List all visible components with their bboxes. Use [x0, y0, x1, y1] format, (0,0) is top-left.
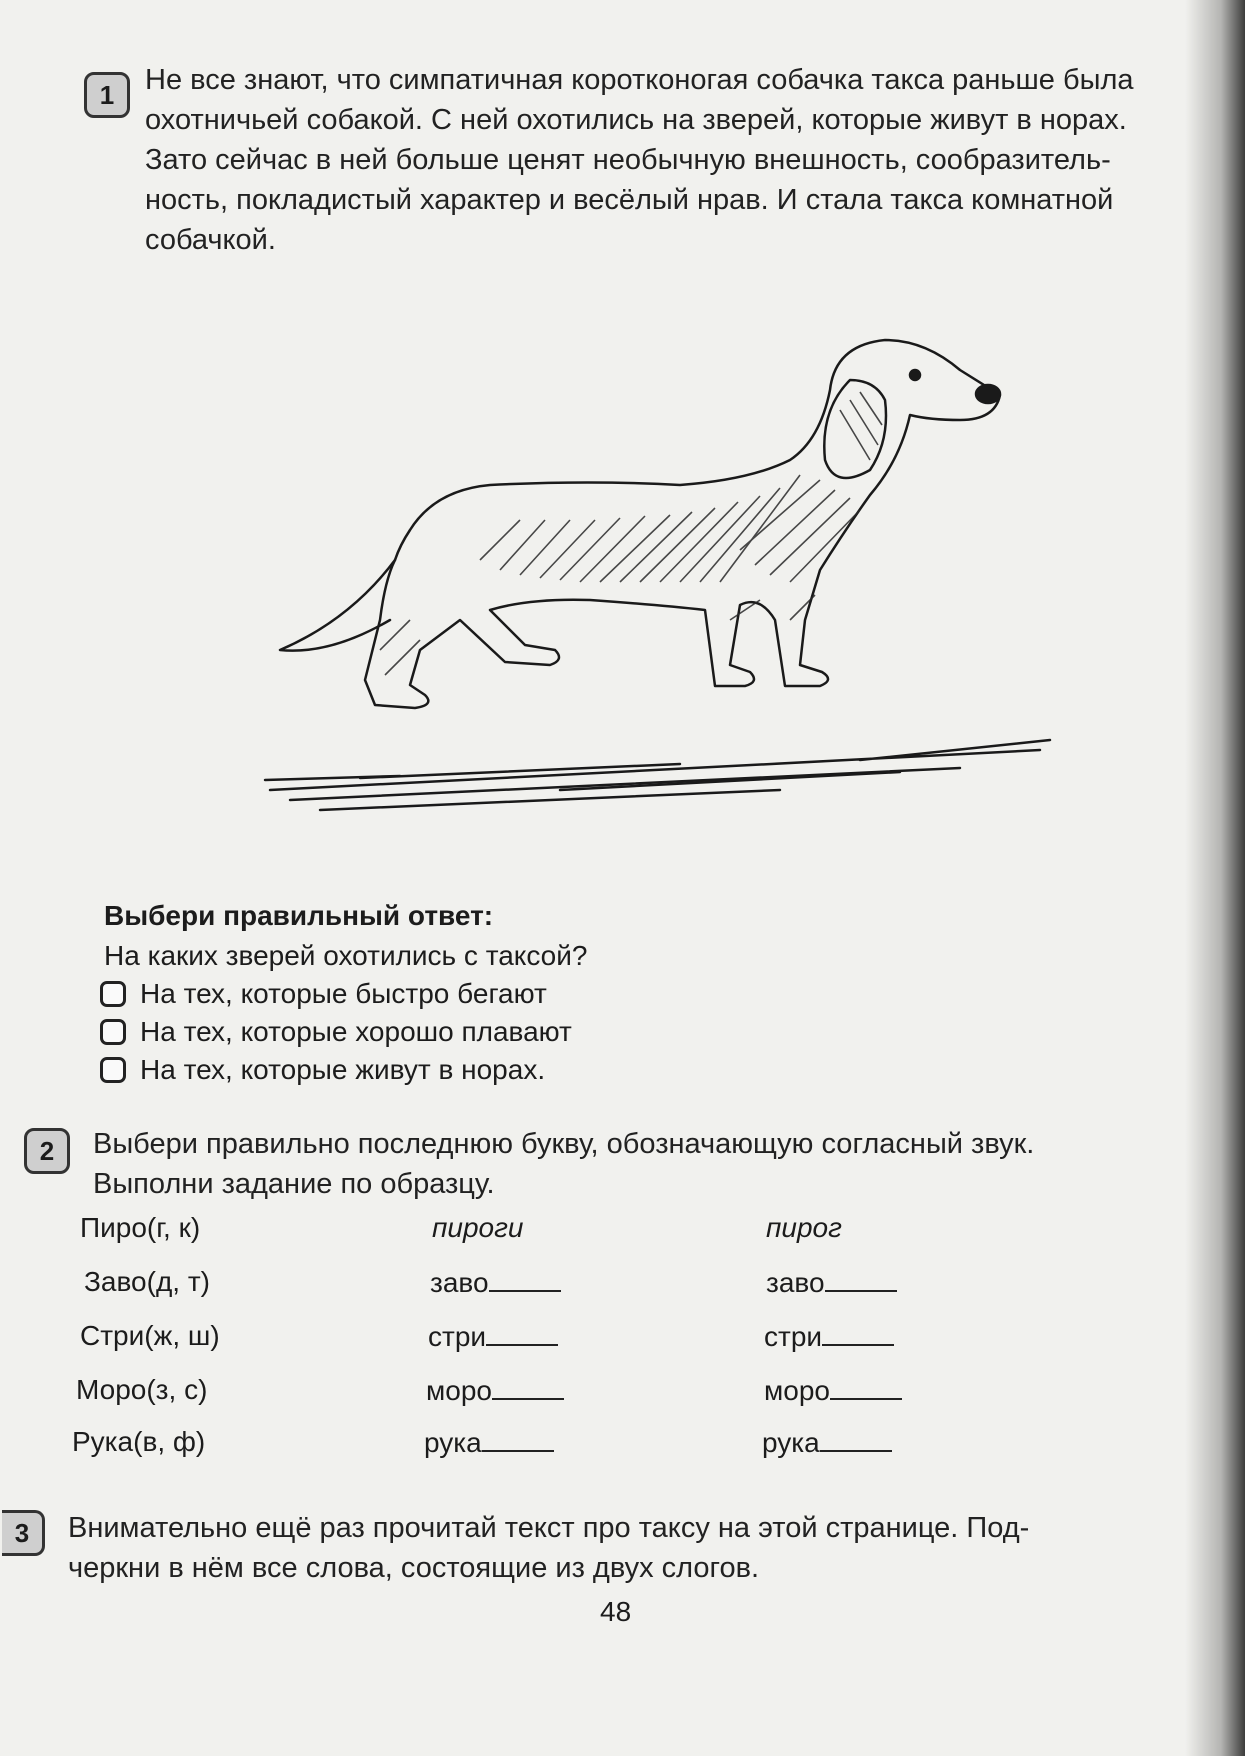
- answer-blank[interactable]: [492, 1374, 564, 1400]
- example-singular: пирог: [766, 1212, 842, 1243]
- option-label: На тех, которые живут в норах.: [140, 1054, 546, 1085]
- page-number: 48: [600, 1596, 632, 1627]
- task-3-line: черкни в нём все слова, состоящие из двух слогов.: [68, 1552, 760, 1584]
- exercise-row: [0, 1266, 1245, 1316]
- exercise-row: [0, 1426, 1245, 1476]
- singular-stem: стри: [764, 1321, 823, 1352]
- singular-stem: моро: [764, 1375, 830, 1406]
- task-3-line: Внимательно ещё раз прочитай текст про таксу на этой странице. Под-: [68, 1512, 1030, 1544]
- task-1-line: собачкой.: [145, 224, 276, 256]
- task-3-text: [68, 1508, 1029, 1588]
- answer-heading: Выбери правильный ответ:: [104, 900, 494, 931]
- answer-blank[interactable]: [825, 1266, 897, 1292]
- question-text: На каких зверей охотились с таксой?: [104, 940, 588, 971]
- word-stem: Моро(з, с): [76, 1374, 208, 1405]
- task-3-number: 3: [2, 1510, 45, 1556]
- answer-blank[interactable]: [482, 1426, 554, 1452]
- task-1-text: [145, 60, 1134, 260]
- answer-blank[interactable]: [822, 1320, 894, 1346]
- plural-stem: заво: [430, 1267, 489, 1298]
- plural-answer[interactable]: [426, 1374, 564, 1407]
- plural-answer[interactable]: [430, 1266, 561, 1299]
- answer-blank[interactable]: [820, 1426, 892, 1452]
- singular-answer[interactable]: [762, 1426, 892, 1459]
- task-1-line: охотничьей собакой. С ней охотились на зверей, которые живут в норах.: [145, 104, 1127, 136]
- singular-stem: рука: [762, 1427, 820, 1458]
- task-2-line: Выбери правильно последнюю букву, обозначающую согласный звук.: [93, 1128, 1035, 1160]
- checkbox[interactable]: [100, 981, 126, 1007]
- dachshund-drawing-icon: [260, 320, 1060, 820]
- option-label: На тех, которые хорошо плавают: [140, 1016, 572, 1047]
- word-stem: Стри(ж, ш): [80, 1320, 220, 1351]
- plural-answer[interactable]: [428, 1320, 558, 1353]
- answer-blank[interactable]: [486, 1320, 558, 1346]
- answer-option[interactable]: [100, 1016, 572, 1048]
- answer-option[interactable]: [100, 978, 547, 1010]
- answer-option[interactable]: [100, 1054, 545, 1086]
- page-edge-shadow: [1185, 0, 1245, 1756]
- plural-answer[interactable]: [424, 1426, 554, 1459]
- answer-blank[interactable]: [830, 1374, 902, 1400]
- answer-blank[interactable]: [489, 1266, 561, 1292]
- task-1-number: 1: [84, 72, 130, 118]
- word-stem: Заво(д, т): [84, 1266, 210, 1297]
- exercise-row: [0, 1212, 1245, 1262]
- singular-stem: заво: [766, 1267, 825, 1298]
- singular-answer[interactable]: [766, 1266, 897, 1299]
- task-1-line: ность, покладистый характер и весёлый нрав. И стала такса комнатной: [145, 184, 1114, 216]
- plural-stem: стри: [428, 1321, 487, 1352]
- singular-answer[interactable]: [764, 1320, 894, 1353]
- task-1-line: Не все знают, что симпатичная коротконогая собачка такса раньше была: [145, 64, 1134, 96]
- singular-answer[interactable]: [764, 1374, 902, 1407]
- checkbox[interactable]: [100, 1019, 126, 1045]
- checkbox[interactable]: [100, 1057, 126, 1083]
- exercise-row: [0, 1374, 1245, 1424]
- plural-stem: рука: [424, 1427, 482, 1458]
- exercise-row: [0, 1320, 1245, 1370]
- plural-stem: моро: [426, 1375, 492, 1406]
- task-2-text: [93, 1124, 1034, 1204]
- word-stem: Пиро(г, к): [80, 1212, 201, 1243]
- task-2-number: 2: [24, 1128, 70, 1174]
- task-2-line: Выполни задание по образцу.: [93, 1168, 495, 1200]
- example-plural: пироги: [432, 1212, 524, 1243]
- word-stem: Рука(в, ф): [72, 1426, 206, 1457]
- option-label: На тех, которые быстро бегают: [140, 978, 547, 1009]
- task-1-line: Зато сейчас в ней больше ценят необычную внешность, сообразитель-: [145, 144, 1111, 176]
